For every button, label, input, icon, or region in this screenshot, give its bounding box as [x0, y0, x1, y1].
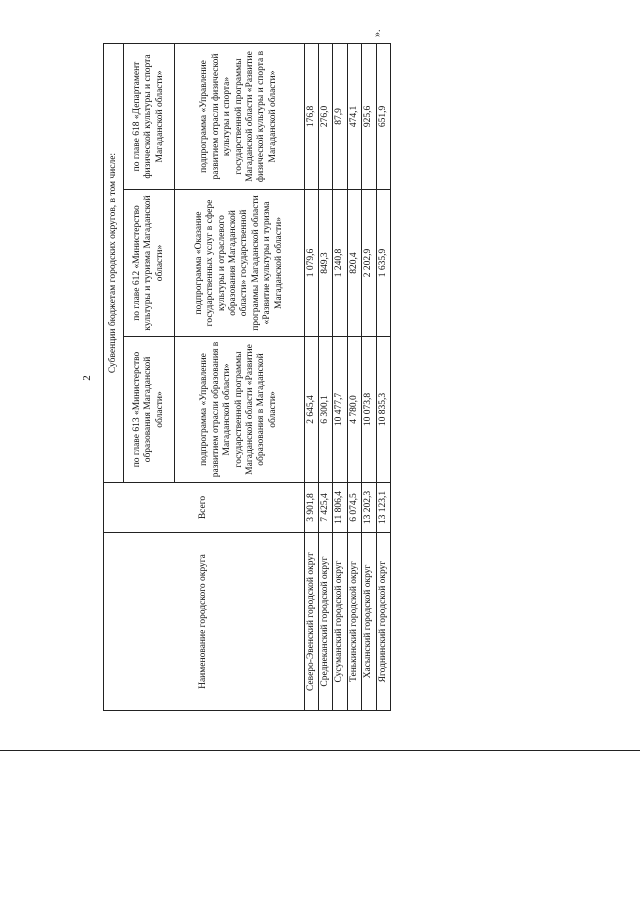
row-sport: 474,1: [347, 43, 361, 189]
row-education: 4 780,0: [347, 337, 361, 483]
table-row: [319, 43, 333, 710]
row-total: 11 806,4: [333, 483, 347, 533]
page-number: 2: [80, 375, 93, 381]
table-row: [376, 43, 390, 710]
row-culture: 849,3: [319, 190, 333, 337]
row-sport: 651,9: [376, 43, 390, 189]
row-culture: 820,4: [347, 190, 361, 337]
row-municipality: Тенькинский городской округ: [347, 533, 361, 711]
row-education: 10 477,7: [333, 337, 347, 483]
program-header-sport: подпрограмма «Управление развитием отрасли физической культуры и спорта» государственной программы Магаданской области «Развитие физической культуры и спорта в Магаданской области»: [175, 43, 305, 189]
table-row: [347, 43, 361, 710]
table-row: [304, 43, 318, 710]
row-municipality: Ягоднинский городской округ: [376, 533, 390, 711]
row-education: 10 835,3: [376, 337, 390, 483]
rotated-table-frame: [103, 44, 391, 711]
chapter-header-sport: по главе 618 «Департамент физической культуры и спорта Магаданской области»: [123, 43, 174, 189]
table-container: [103, 44, 391, 711]
row-total: 3 901,8: [304, 483, 318, 533]
row-sport: 176,8: [304, 43, 318, 189]
row-total: 13 123,1: [376, 483, 390, 533]
table-row: [333, 43, 347, 710]
row-culture: 1 240,8: [333, 190, 347, 337]
row-total: 7 425,4: [319, 483, 333, 533]
total-column-header: Всего: [104, 483, 305, 533]
program-header-culture: подпрограмма «Оказание государственных услуг в сфере культуры и отраслевого образования Магаданской области» государственной программы Магаданской области «Развитие культуры и туризма Магаданской области»: [175, 190, 305, 337]
row-sport: 87,9: [333, 43, 347, 189]
row-education: 6 300,1: [319, 337, 333, 483]
chapter-header-education: по главе 613 «Министерство образования Магаданской области»: [123, 337, 174, 483]
footer-divider: [0, 750, 640, 751]
subsidy-table: [103, 43, 391, 711]
subsidies-group-header: Субвенции бюджетам городских округов, в том числе:: [104, 43, 124, 482]
row-education: 10 073,8: [362, 337, 376, 483]
row-municipality: Сусуманский городской округ: [333, 533, 347, 711]
row-sport: 925,6: [362, 43, 376, 189]
chapter-header-culture: по главе 612 «Министерство культуры и туризма Магаданской области»: [123, 190, 174, 337]
row-total: 13 202,3: [362, 483, 376, 533]
header-row-1: [104, 43, 124, 710]
row-culture: 1 079,6: [304, 190, 318, 337]
row-culture: 2 202,9: [362, 190, 376, 337]
row-municipality: Северо-Эвенский городской округ: [304, 533, 318, 711]
row-municipality: Хасынский городской округ: [362, 533, 376, 711]
row-education: 2 645,4: [304, 337, 318, 483]
row-sport: 276,0: [319, 43, 333, 189]
municipality-column-header: Наименование городского округа: [104, 533, 305, 711]
row-culture: 1 635,9: [376, 190, 390, 337]
closing-quote-mark: ».: [372, 29, 383, 37]
program-header-education: подпрограмма «Управление развитием отрасли образования в Магаданской области» государственной программы Магаданской области «Развитие образования в Магаданской области»: [175, 337, 305, 483]
row-municipality: Среднеканский городской округ: [319, 533, 333, 711]
row-total: 6 074,5: [347, 483, 361, 533]
table-row: [362, 43, 376, 710]
